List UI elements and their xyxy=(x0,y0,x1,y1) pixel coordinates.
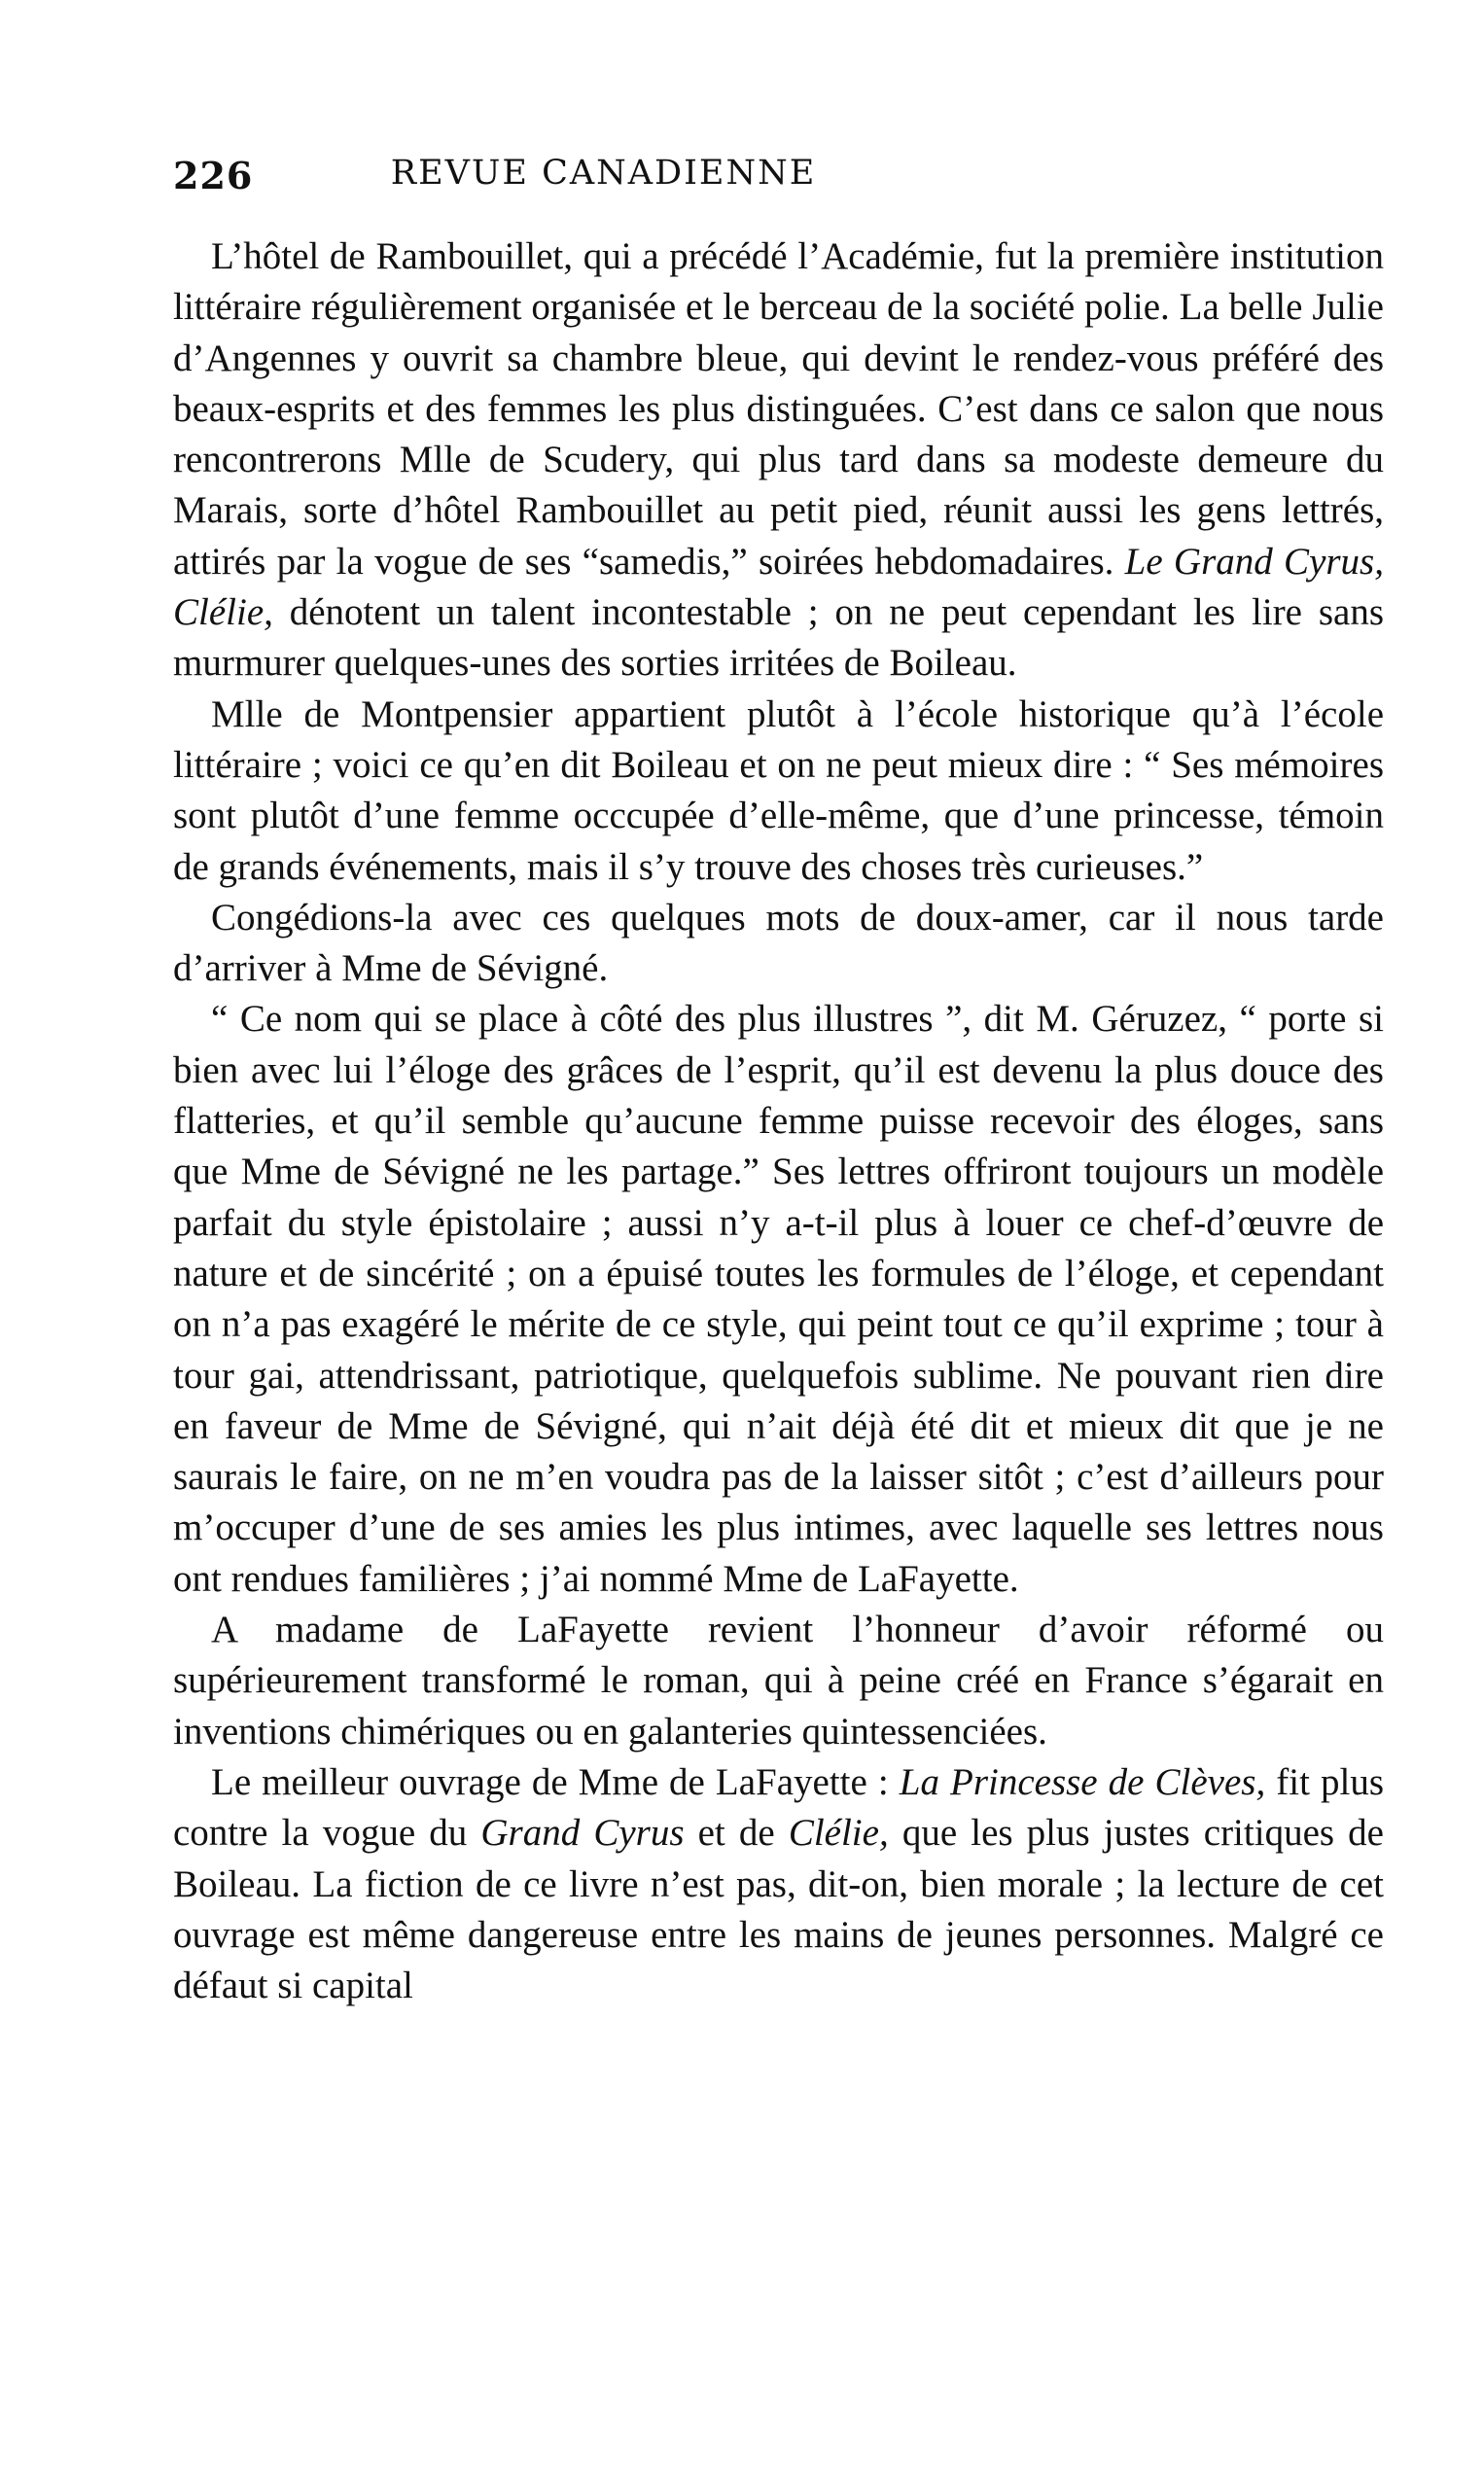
paragraph xyxy=(173,231,1384,690)
paragraph xyxy=(173,690,1384,893)
text-run: fit plus contre la vogue du xyxy=(173,1760,1384,1855)
text-run: A madame de LaFayette revient l’honneur d’avoir réformé ou supérieurement transformé le roman, qui à peine créé en France s’égarait en inventions chimériques ou en galanteries quintessenciées. xyxy=(173,1609,1384,1753)
page-header xyxy=(173,154,1034,212)
paragraph xyxy=(173,1757,1384,2011)
body-text xyxy=(173,231,1384,2011)
paragraph xyxy=(173,1605,1384,1757)
paragraph xyxy=(173,893,1384,995)
text-run: L’hôtel de Rambouillet, qui a précédé l’Académie, fut la première institution littéraire régulièrement organisée et le berceau de la société polie. La belle Julie d’Angennes y ouvrit sa chambre bleue, qui devint le rendez-vous préféré des beaux-esprits et des femmes les plus distinguées. C’est dans ce salon que nous rencontrerons Mlle de Scudery, qui plus tard dans sa modeste demeure du Marais, sorte d’hôtel Rambouillet au petit pied, réunit aussi les gens lettrés, attirés par la vogue de ses “samedis,” soirées hebdomadaires. xyxy=(173,235,1384,583)
italic-text: Grand Cyrus xyxy=(480,1812,685,1855)
text-run: que les plus justes critiques de Boileau. La fiction de ce livre n’est pas, dit-on, bien morale ; la lecture de cet ouvrage est même dangereuse entre les mains de jeunes personnes. Malgré ce défaut si capital xyxy=(173,1812,1384,2007)
text-run: “ Ce nom qui se place à côté des plus illustres ”, dit M. Géruzez, “ porte si bien avec lui l’éloge des grâces de l’esprit, qu’il est devenu la plus douce des flatteries, et qu’il semble qu’aucune femme puisse recevoir des éloges, sans que Mme de Sévigné ne les partage.” Ses lettres offriront toujours un modèle parfait du style épistolaire ; aussi n’y a-t-il plus à louer ce chef-d’œuvre de nature et de sincérité ; on a épuisé toutes les formules de l’éloge, et cependant on n’a pas exagéré le mérite de ce style, qui peint tout ce qu’il exprime ; tour à tour gai, attendrissant, patriotique, quelquefois sublime. Ne pouvant rien dire en faveur de Mme de Sévigné, qui n’ait déjà été dit et mieux dit que je ne saurais le faire, on ne m’en voudra pas de la laisser sitôt ; c’est d’ailleurs pour m’occuper d’une de ses amies les plus intimes, avec laquelle ses lettres nous ont rendues familières ; j’ai nommé Mme de LaFayette. xyxy=(173,998,1384,1600)
page-number: 226 xyxy=(173,154,254,197)
text-run: Le meilleur ouvrage de Mme de LaFayette : xyxy=(211,1760,900,1803)
text-run: et de xyxy=(684,1812,789,1855)
italic-text: Clélie, xyxy=(788,1812,889,1855)
paragraph xyxy=(173,994,1384,1605)
running-title: REVUE CANADIENNE xyxy=(390,154,817,193)
text-run: Congédions-la avec ces quelques mots de doux-amer, car il nous tarde d’arriver à Mme de Sévigné. xyxy=(173,896,1384,990)
italic-text: La Princesse de Clèves, xyxy=(899,1760,1266,1803)
text-run: dénotent un talent incontestable ; on ne peut cependant les lire sans murmurer quelques-unes des sorties irritées de Boileau. xyxy=(173,591,1384,685)
italic-text: Le Grand Cyrus, Clélie, xyxy=(173,540,1384,634)
text-run: Mlle de Montpensier appartient plutôt à l’école historique qu’à l’école littéraire ; voici ce qu’en dit Boileau et on ne peut mieux dire : “ Ses mémoires sont plutôt d’une femme occcupée d’elle-même, que d’une princesse, témoin de grands événements, mais il s’y trouve des choses très curieuses.” xyxy=(173,692,1384,888)
